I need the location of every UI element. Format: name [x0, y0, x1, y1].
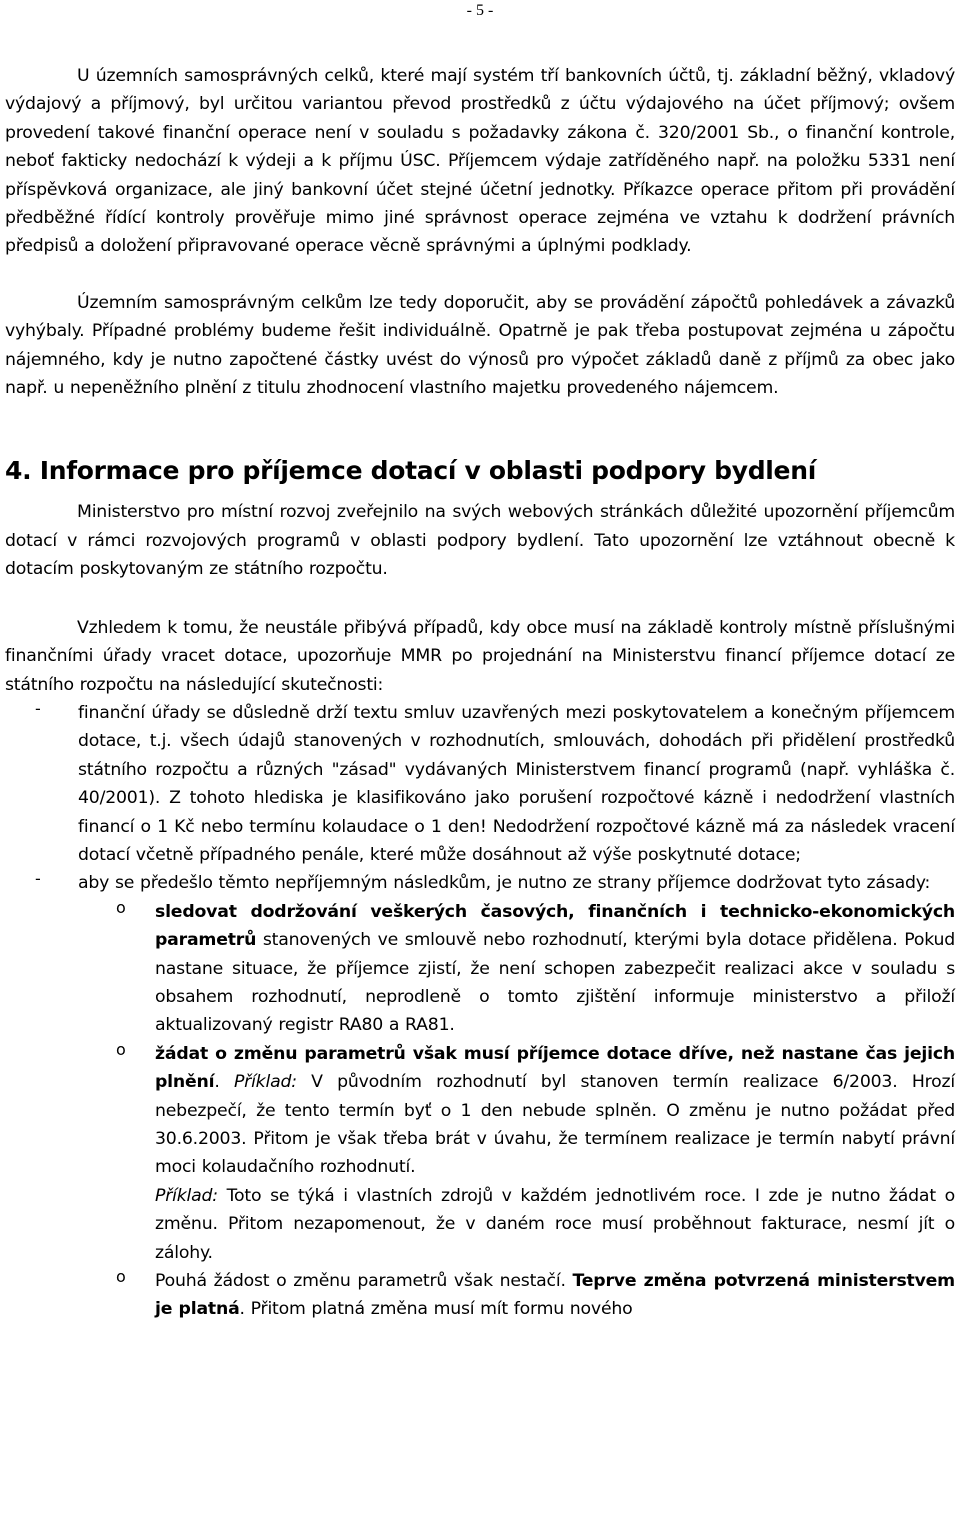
emphasis: sledovat dodržování veškerých časových, finančních i technicko-ekonomických parametrů — [155, 901, 955, 951]
sub-list-item — [5, 1267, 955, 1324]
circle-bullet: o — [116, 1039, 126, 1059]
emphasis: žádat o změnu parametrů však musí příjemce dotace dříve, než nastane čas jejich plnění — [155, 1043, 955, 1093]
sub-item-text — [155, 1267, 955, 1324]
sub-item-rest: stanovených ve smlouvě nebo rozhodnutí, kterými byla dotace přidělena. Pokud nastane situace, že příjemce zjistí, že není schopen zabezpečit realizaci akce v souladu s obsahem rozhodnutí, neprodleně o tomto zjištění informuje ministerstvo a přiloží aktualizovaný registr RA80 a RA81. — [155, 930, 955, 1036]
paragraph-mmr-notice: Ministerstvo pro místní rozvoj zveřejnilo na svých webových stránkách důležité upozornění příjemcům dotací v rámci rozvojových programů v oblasti podpory bydlení. Tato upozornění lze vztáhnout obecně k dotacím poskytovaným ze státního rozpočtu. — [5, 502, 955, 580]
list-item — [5, 699, 955, 869]
circle-bullet: o — [116, 897, 126, 917]
emphasis: Teprve změna potvrzená ministerstvem je platná — [155, 1271, 955, 1320]
section-heading — [5, 454, 955, 488]
paragraph-mmr-facts: Vzhledem k tomu, že neustále přibývá případů, kdy obce musí na základě kontroly místně příslušnými finančními úřady vracet dotace, upozorňuje MMR po projednání na Ministerstvu financí příjemce dotací ze státního rozpočtu na následující skutečnosti: — [5, 617, 955, 695]
paragraph-zapocty-recommendation: Územním samosprávným celkům lze tedy doporučit, aby se provádění zápočtů pohledávek a závazků vyhýbaly. Případné problémy budeme řešit individuálně. Opatrně je pak třeba postupovat zejména u zápočtu nájemného, kdy je nutno započtené částky uvést do výnosů pro výpočet základů daně z příjmů za obec jako např. u nepeněžního plnění z titulu zhodnocení vlastního majetku provedeného nájemcem. — [5, 292, 955, 399]
list-item-text: aby se předešlo těmto nepříjemným následkům, je nutno ze strany příjemce dodržovat tyto zásady: — [78, 873, 931, 894]
example-label: Příklad: — [233, 1072, 297, 1093]
dash-bullet: - — [35, 869, 41, 889]
punctuation: . — [214, 1072, 234, 1093]
section-number: 4. — [5, 456, 32, 486]
section-title: Informace pro příjemce dotací v oblasti podpory bydlení — [39, 456, 816, 486]
sub-item-lead: Pouhá žádost o změnu parametrů však nestačí. — [155, 1271, 573, 1292]
paragraph-zapocty-intro: U územních samosprávných celků, které mají systém tří bankovních účtů, tj. základní běžný, vkladový výdajový a příjmový, byl určitou variantou převod prostředků z účtu výdajového na účet příjmový; ovšem provedení takové finanční operace není v souladu s požadavky zákona č. 320/2001 Sb., o finanční kontrole, neboť fakticky nedochází k výdeji a k příjmu ÚSC. Příjemcem výdaje zatříděného např. na položku 5331 není příspěvková organizace, ale jiný bankovní účet stejné účetní jednotky. Příkazce operace přitom při provádění předběžné řídící kontroly prověřuje mimo jiné správnost operace zejména ve vztahu k dodržení právních předpisů a doložení připravované operace věcně správnými a úplnými podklady. — [5, 66, 955, 257]
sub-list — [5, 898, 955, 1324]
document-body — [5, 62, 955, 1324]
sub-item-text — [155, 898, 955, 1040]
dash-bullet: - — [35, 698, 41, 718]
list-item — [5, 869, 955, 897]
sub-item-rest: V původním rozhodnutí byl stanoven termín realizace 6/2003. Hrozí nebezpečí, že tento termín byť o 1 den nebude splněn. O změnu je nutno požádat před 30.6.2003. Přitom je však třeba brát v úvahu, že termínem realizace je termín nabytí právní moci kolaudačního rozhodnutí. — [155, 1072, 955, 1178]
sub-list-item — [5, 898, 955, 1040]
sub-item-rest: . Přitom platná změna musí mít formu nového — [239, 1299, 633, 1320]
sub-item-text-continued — [155, 1182, 955, 1267]
example-label: Příklad: — [155, 1185, 218, 1206]
sub-item-rest: Toto se týká i vlastních zdrojů v každém jednotlivém roce. I zde je nutno žádat o změnu. Přitom nezapomenout, že v daném roce musí proběhnout fakturace, nesmí jít o zálohy. — [155, 1185, 955, 1263]
list-item-text: finanční úřady se důsledně drží textu smluv uzavřených mezi poskytovatelem a konečným příjemcem dotace, t.j. všech údajů stanovených v rozhodnutích, smlouvách, dohodách při přidělení prostředků státního rozpočtu a různých "zásad" vydávaných Ministerstvem financí programů (např. vyhláška č. 40/2001). Z tohoto hlediska je klasifikováno jako porušení rozpočtové kázně i nedodržení vlastních financí o 1 Kč nebo termínu kolaudace o 1 den! Nedodržení rozpočtové kázně má za následek vracení dotací včetně případného penále, které může dosáhnout až výše poskytnuté dotace; — [78, 702, 955, 865]
sub-item-text — [155, 1040, 955, 1182]
sub-list-item — [5, 1040, 955, 1267]
page-number: - 5 - — [466, 2, 494, 19]
circle-bullet: o — [116, 1267, 126, 1287]
